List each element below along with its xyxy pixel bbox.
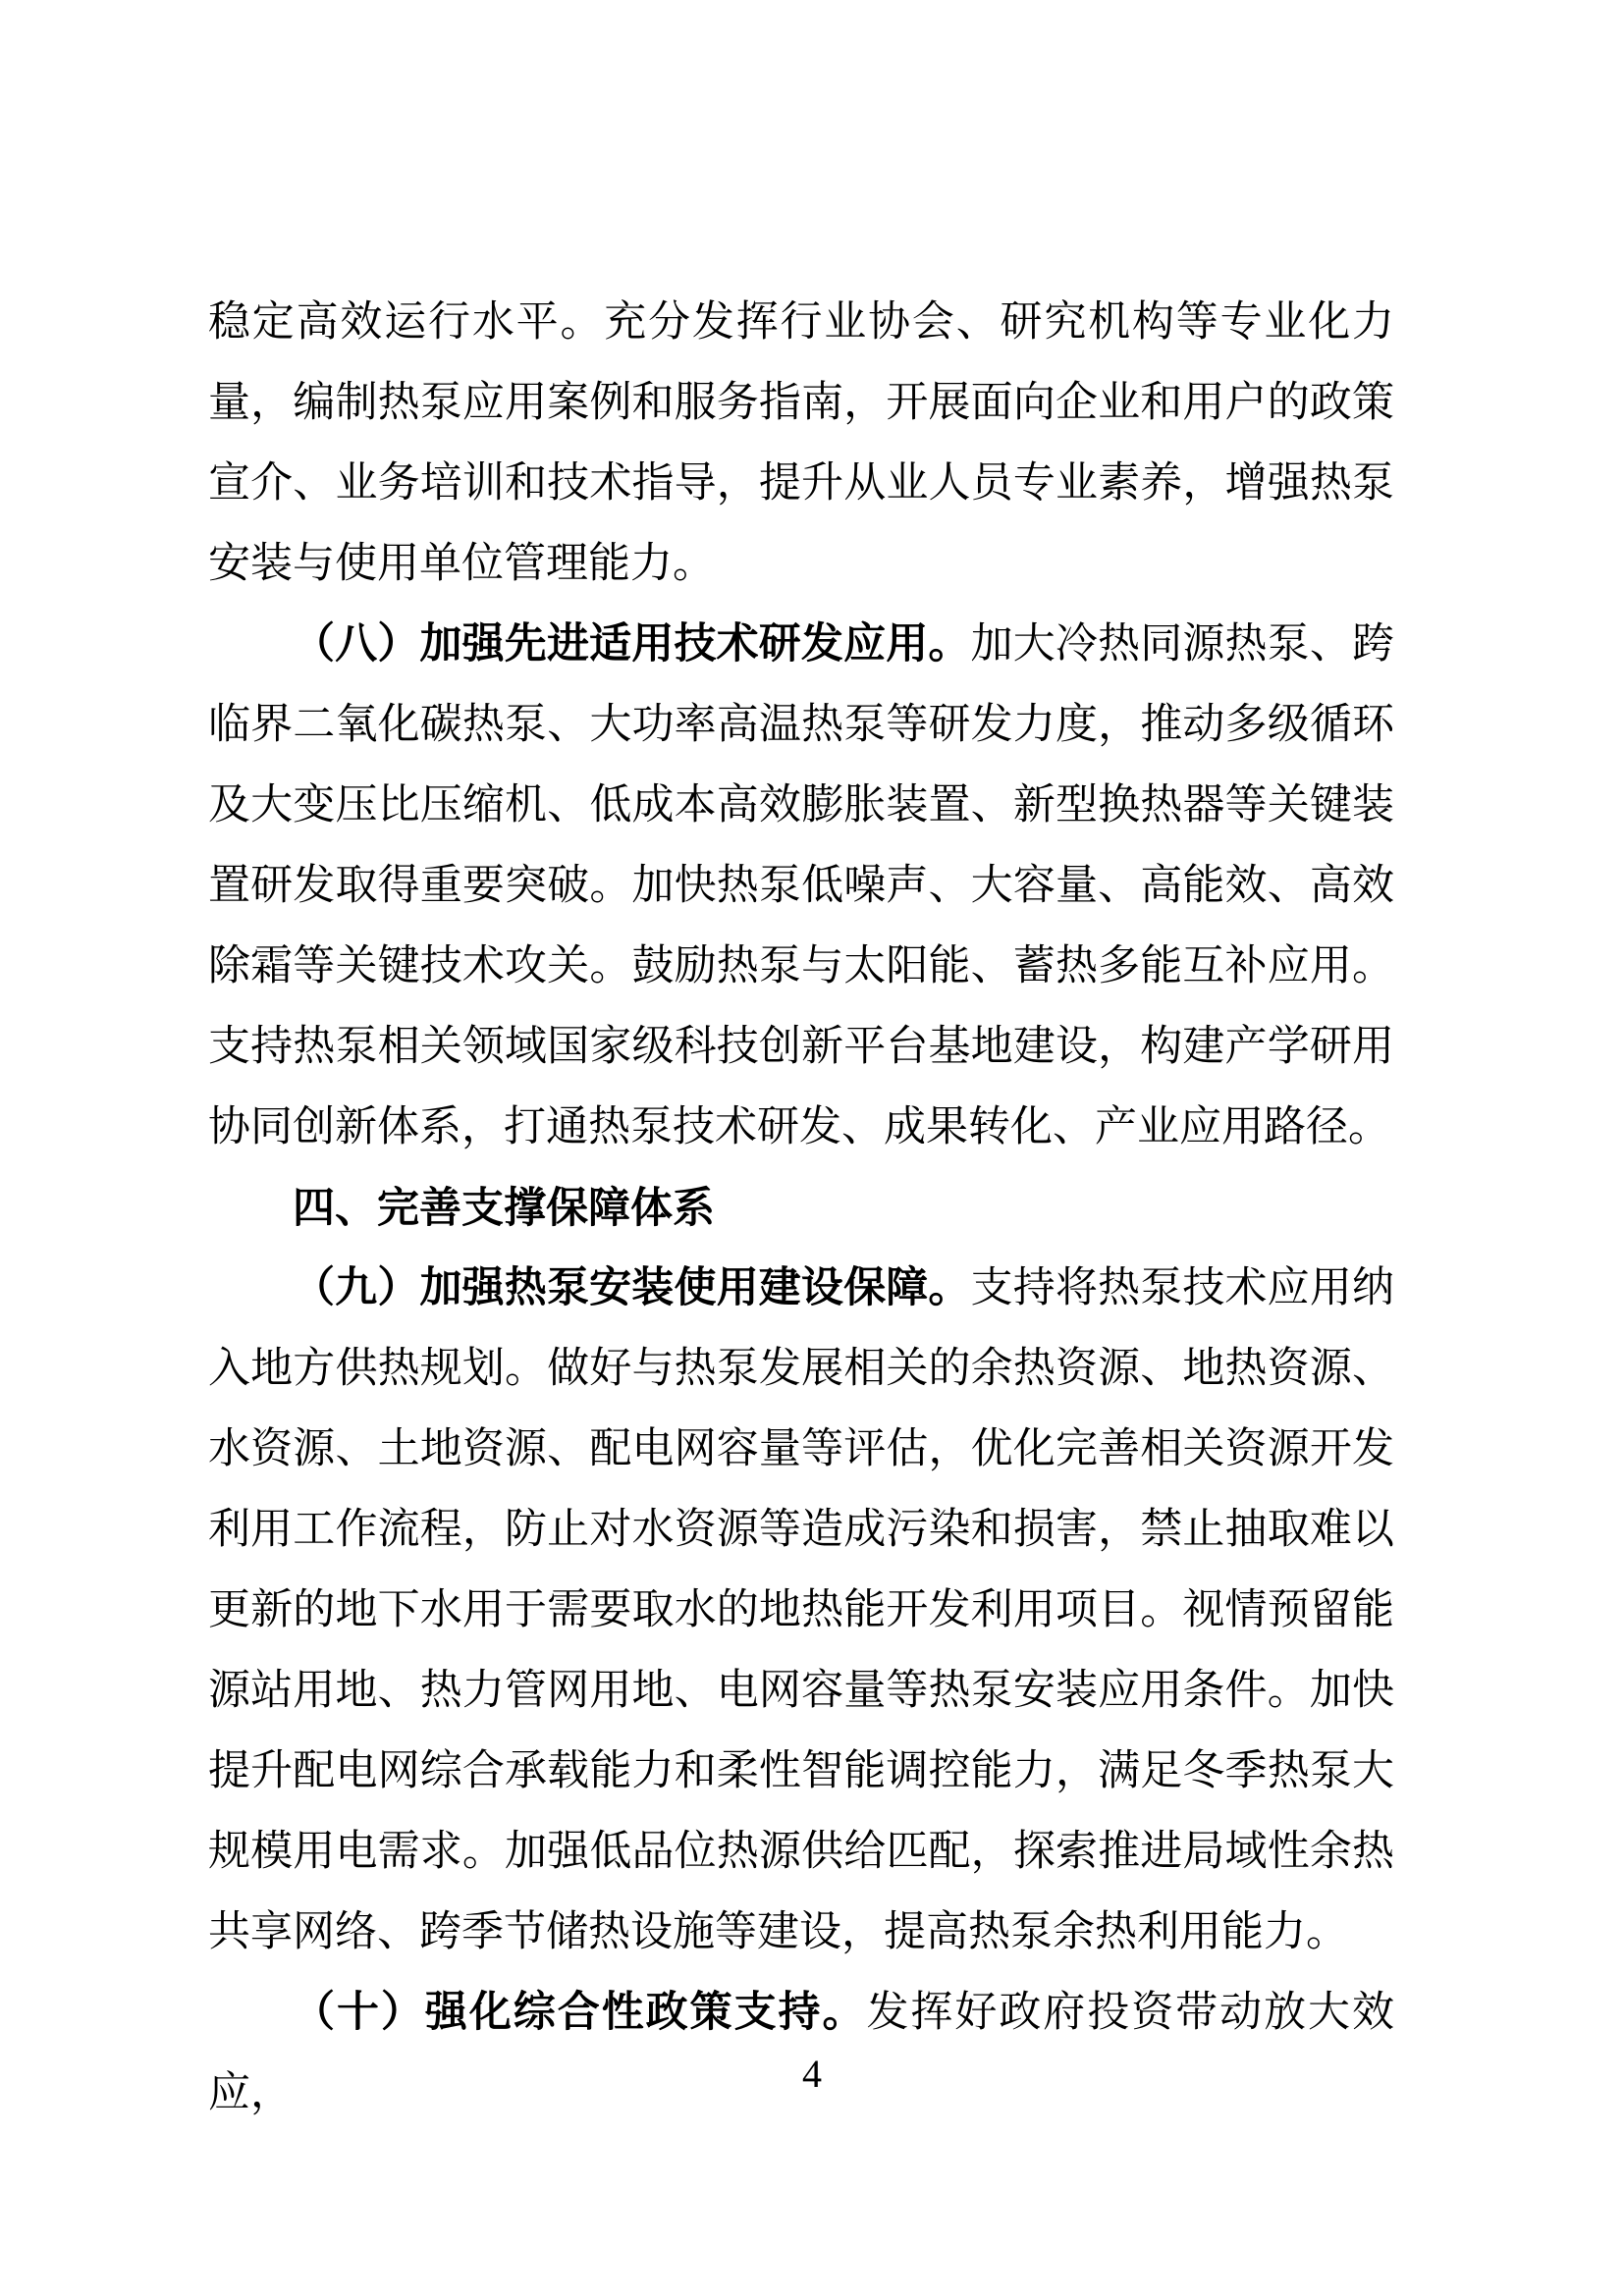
paragraph-item-10-body: 发挥好政府投资带动放大效应， [208,1990,1395,2116]
section-heading-4: 四、完善支撑保障体系 [293,1185,715,1232]
paragraph-item-10-lead: （十）强化综合性政策支持。 [293,1990,867,2036]
paragraph-continuation: 稳定高效运行水平。充分发挥行业协会、研究机构等专业化力量，编制热泵应用案例和服务指南，开展面向企业和用户的政策宣介、业务培训和技术指导，提升从业人员专业素养，增强热泵安装与使用单位管理能力。 [208,299,1394,587]
page-number: 4 [802,2052,822,2096]
paragraph-item-8-lead: （八）加强先进适用技术研发应用。 [293,621,971,667]
paragraph-item-8 [208,605,1394,1168]
document-body [208,283,1394,2134]
paragraph-item-9-lead: （九）加强热泵安装使用建设保障。 [293,1265,971,1311]
paragraph-item-9-body: 支持将热泵技术应用纳入地方供热规划。做好与热泵发展相关的余热资源、地热资源、水资源、土地资源、配电网容量等评估，优化完善相关资源开发利用工作流程，防止对水资源等造成污染和损害，禁止抽取难以更新的地下水用于需要取水的地热能开发利用项目。视情预留能源站用地、热力管网用地、电网容量等热泵安装应用条件。加快提升配电网综合承载能力和柔性智能调控能力，满足冬季热泵大规模用电需求。加强低品位热源供给匹配，探索推进局域性余热共享网络、跨季节储热设施等建设，提高热泵余热利用能力。 [208,1265,1395,1955]
paragraph-item-9 [208,1249,1394,1973]
paragraph-item-8-body: 加大冷热同源热泵、跨临界二氧化碳热泵、大功率高温热泵等研发力度，推动多级循环及大变压比压缩机、低成本高效膨胀装置、新型换热器等关键装置研发取得重要突破。加快热泵低噪声、大容量、高能效、高效除霜等关键技术攻关。鼓励热泵与太阳能、蓄热多能互补应用。支持热泵相关领域国家级科技创新平台基地建设，构建产学研用协同创新体系，打通热泵技术研发、成果转化、产业应用路径。 [208,621,1395,1150]
